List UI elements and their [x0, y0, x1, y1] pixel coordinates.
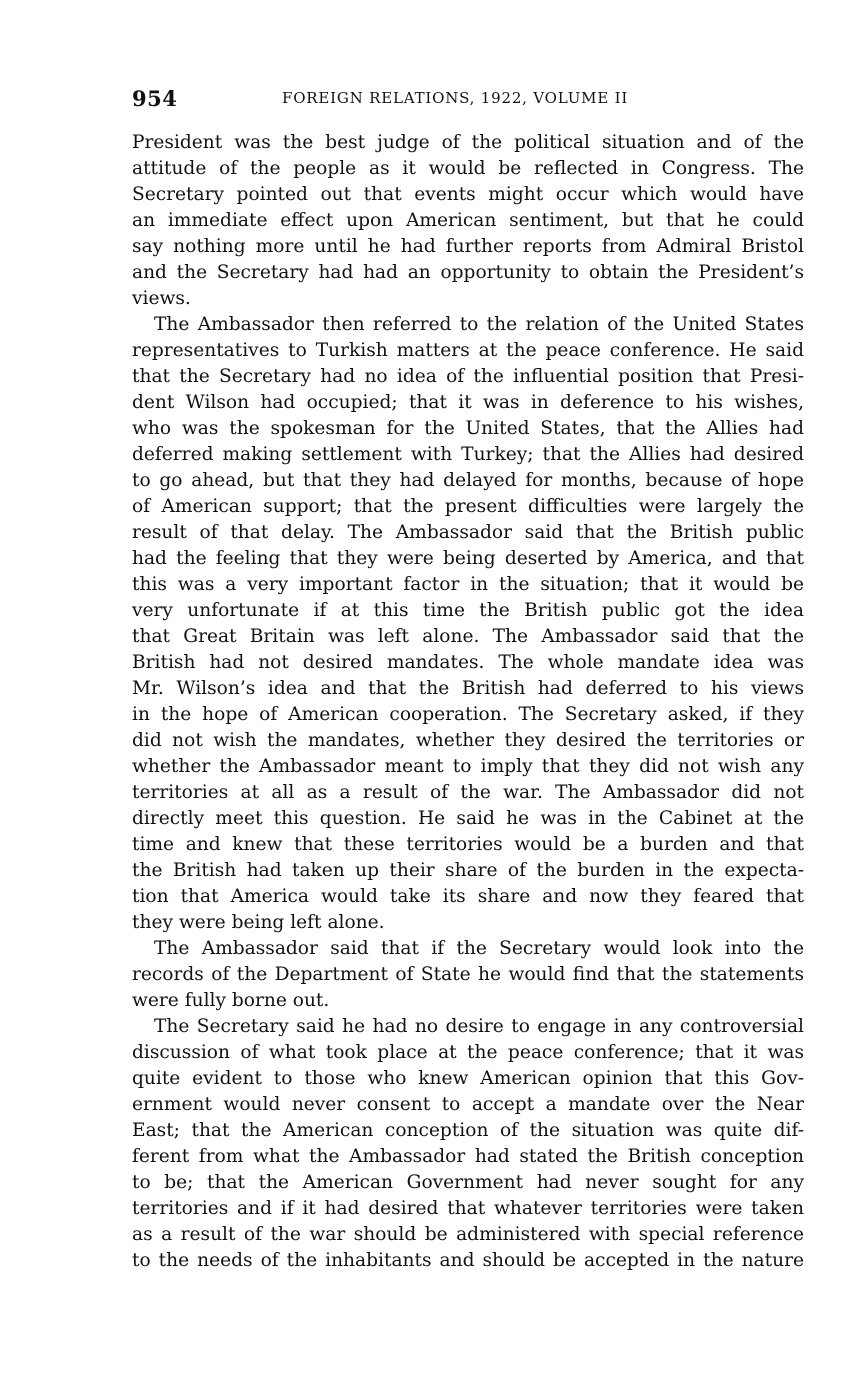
body-text	[132, 130, 804, 1274]
text-line: time and knew that these territories would be a burden and that	[132, 834, 804, 855]
text-line: who was the spokesman for the United States, that the Allies had	[132, 418, 804, 439]
paragraph	[132, 312, 804, 936]
text-line: quite evident to those who knew American opinion that this Gov-	[132, 1068, 804, 1089]
text-line: tion that America would take its share and now they feared that	[132, 886, 804, 907]
text-line: The Ambassador said that if the Secretary would look into the	[154, 938, 804, 959]
text-line: views.	[132, 288, 191, 309]
text-line: whether the Ambassador meant to imply that they did not wish any	[132, 756, 804, 777]
text-line: President was the best judge of the political situation and of the	[132, 132, 804, 153]
text-line: say nothing more until he had further reports from Admiral Bristol	[132, 236, 804, 257]
text-line: ferent from what the Ambassador had stated the British conception	[132, 1146, 804, 1167]
text-line: and the Secretary had had an opportunity to obtain the President’s	[132, 262, 804, 283]
text-line: that Great Britain was left alone. The Ambassador said that the	[132, 626, 804, 647]
paragraph	[132, 936, 804, 1014]
paragraph	[132, 1014, 804, 1274]
text-line: they were being left alone.	[132, 912, 385, 933]
text-line: the British had taken up their share of the burden in the expecta-	[132, 860, 804, 881]
text-line: to go ahead, but that they had delayed for months, because of hope	[132, 470, 804, 491]
paragraph	[132, 130, 804, 312]
text-line: territories at all as a result of the war. The Ambassador did not	[132, 782, 804, 803]
text-line: deferred making settlement with Turkey; that the Allies had desired	[132, 444, 804, 465]
text-line: representatives to Turkish matters at the peace conference. He said	[132, 340, 804, 361]
text-line: that the Secretary had no idea of the influential position that Presi-	[132, 366, 804, 387]
text-line: East; that the American conception of the situation was quite dif-	[132, 1120, 804, 1141]
text-line: were fully borne out.	[132, 990, 330, 1011]
text-line: as a result of the war should be administered with special reference	[132, 1224, 804, 1245]
text-line: The Ambassador then referred to the relation of the United States	[154, 314, 804, 335]
text-line: The Secretary said he had no desire to engage in any controversial	[154, 1016, 804, 1037]
text-line: ernment would never consent to accept a mandate over the Near	[132, 1094, 804, 1115]
text-line: an immediate effect upon American sentiment, but that he could	[132, 210, 804, 231]
text-line: directly meet this question. He said he was in the Cabinet at the	[132, 808, 804, 829]
text-line: of American support; that the present difficulties were largely the	[132, 496, 804, 517]
text-line: British had not desired mandates. The whole mandate idea was	[132, 652, 804, 673]
text-line: attitude of the people as it would be reflected in Congress. The	[132, 158, 804, 179]
text-line: records of the Department of State he would find that the statements	[132, 964, 804, 985]
running-head: FOREIGN RELATIONS, 1922, VOLUME II	[282, 89, 629, 107]
text-line: to the needs of the inhabitants and should be accepted in the nature	[132, 1250, 804, 1271]
text-line: result of that delay. The Ambassador said that the British public	[132, 522, 804, 543]
text-line: had the feeling that they were being deserted by America, and that	[132, 548, 804, 569]
text-line: Mr. Wilson’s idea and that the British had deferred to his views	[132, 678, 804, 699]
text-line: Secretary pointed out that events might occur which would have	[132, 184, 804, 205]
text-line: to be; that the American Government had never sought for any	[132, 1172, 804, 1193]
text-line: territories and if it had desired that whatever territories were taken	[132, 1198, 804, 1219]
text-line: discussion of what took place at the peace conference; that it was	[132, 1042, 804, 1063]
text-line: this was a very important factor in the situation; that it would be	[132, 574, 804, 595]
page-number: 954	[132, 86, 178, 111]
text-line: did not wish the mandates, whether they desired the territories or	[132, 730, 804, 751]
page-header	[132, 86, 804, 114]
text-line: in the hope of American cooperation. The Secretary asked, if they	[132, 704, 804, 725]
text-line: very unfortunate if at this time the British public got the idea	[132, 600, 804, 621]
text-line: dent Wilson had occupied; that it was in deference to his wishes,	[132, 392, 804, 413]
